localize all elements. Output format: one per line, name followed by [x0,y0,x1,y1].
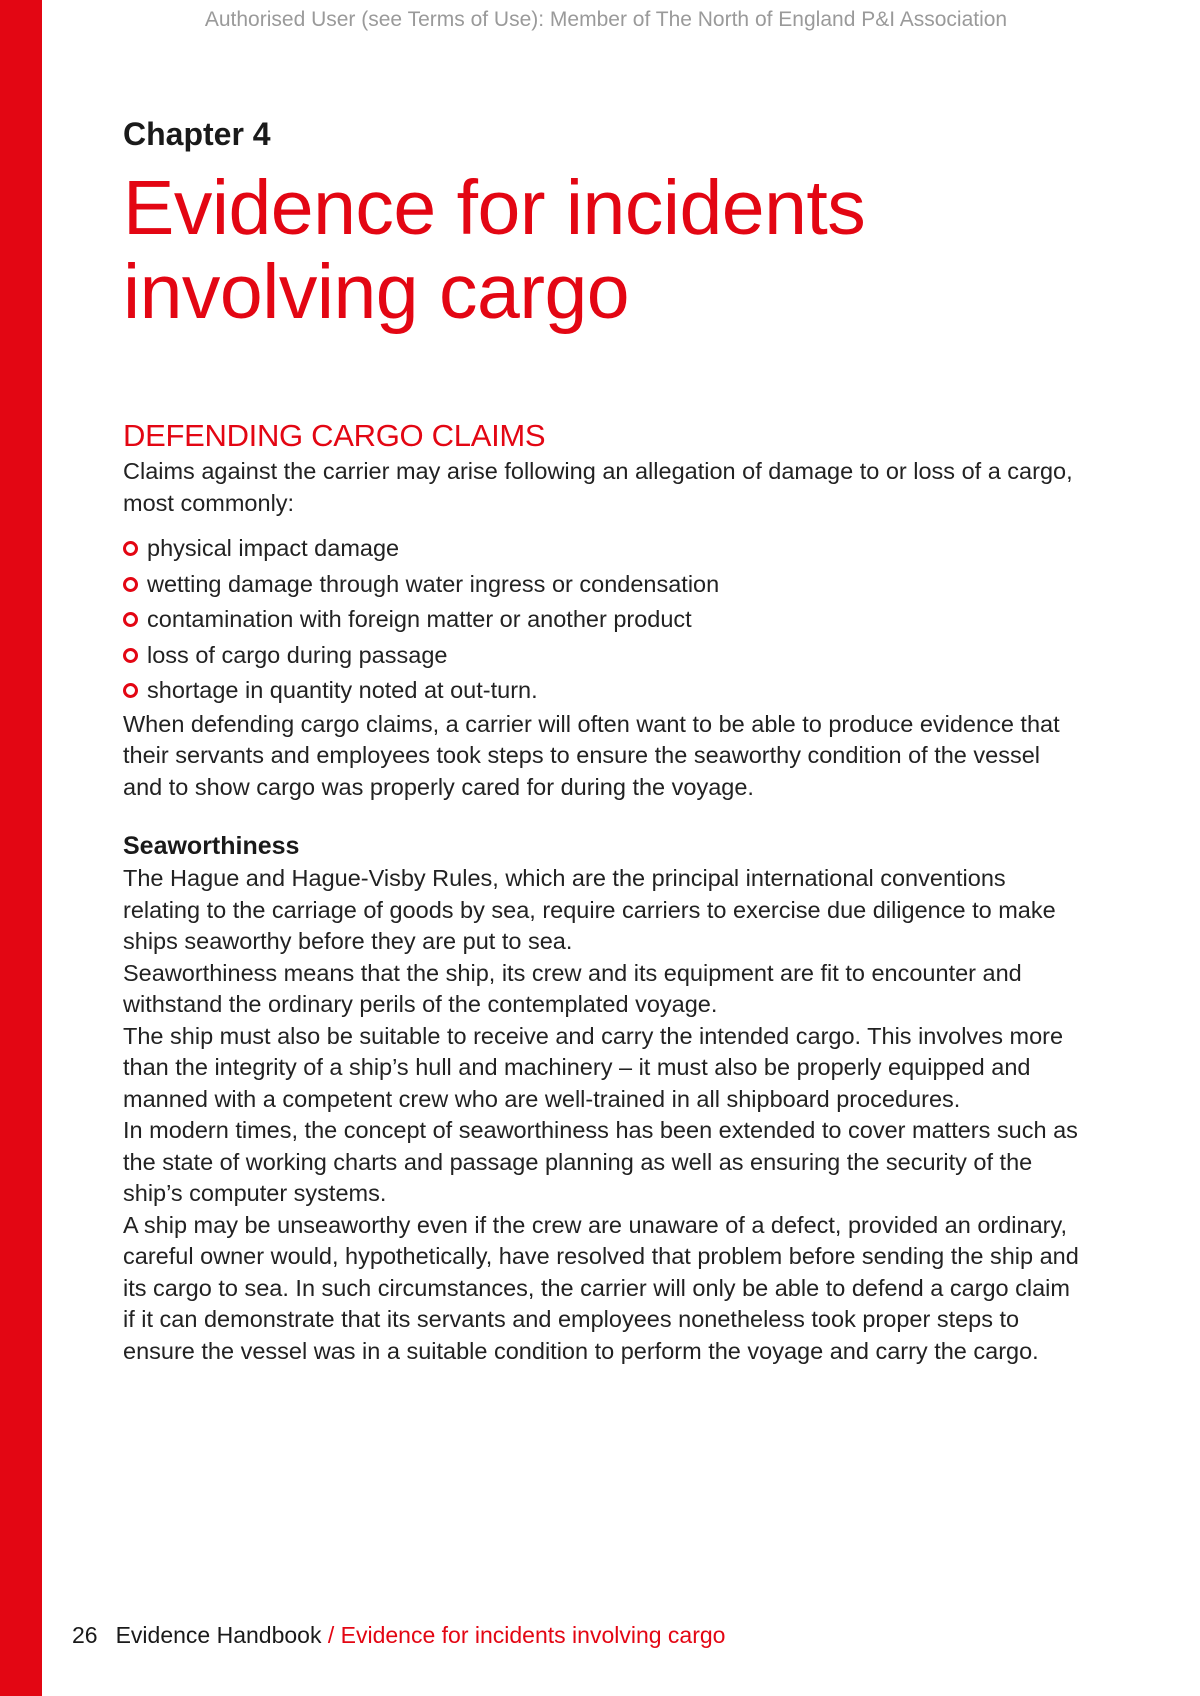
list-item-text: wetting damage through water ingress or condensation [147,570,720,597]
footer-separator: / [321,1622,341,1648]
ring-bullet-icon [123,683,138,698]
footer-book-title: Evidence Handbook [115,1622,322,1648]
page-number: 26 [72,1622,98,1648]
list-item [123,531,1083,567]
chapter-title-line-2: involving cargo [123,249,630,335]
seaworthiness-paragraph: The Hague and Hague-Visby Rules, which are the principal international conventions relating to the carriage of goods by sea, require carriers to exercise due diligence to make ships seaworthy before they are put to sea. [123,865,1056,954]
page-content [123,112,1083,1367]
seaworthiness-paragraph: The ship must also be suitable to receive and carry the intended cargo. This involves more than the integrity of a ship’s hull and machinery – it must also be properly equipped and manned with a competent crew who are well-trained in all shipboard procedures. [123,1022,1064,1112]
chapter-title [123,166,1083,334]
section-intro: Claims against the carrier may arise following an allegation of damage to or loss of a cargo, most commonly: [123,458,1073,516]
list-item [123,567,1083,603]
list-item-text: contamination with foreign matter or another product [147,606,692,632]
side-accent-bar [0,0,42,1696]
seaworthiness-paragraph: A ship may be unseaworthy even if the crew are unaware of a defect, provided an ordinary, careful owner would, hypothetically, have resolved that problem before sending the ship and its cargo to sea. In such circumstances, the carrier will only be able to defend a cargo claim if it can demonstrate that its servants and employees nonetheless took proper steps to ensure the vessel was in a suitable condition to perform the voyage and carry the cargo. [123,1211,1079,1364]
list-item [123,638,1083,674]
ring-bullet-icon [123,648,138,663]
ring-bullet-icon [123,577,138,592]
list-item-text: loss of cargo during passage [147,641,448,668]
defending-claims-paragraph: When defending cargo claims, a carrier will often want to be able to produce evidence that their servants and employees took steps to ensure the seaworthy condition of the vessel and to show cargo was properly cared for during the voyage. [123,710,1060,800]
chapter-label: Chapter 4 [123,116,271,152]
chapter-title-line-1: Evidence for incidents [123,165,866,251]
seaworthiness-heading: Seaworthiness [123,832,300,860]
page-footer [72,1622,725,1649]
list-item [123,602,1083,638]
authorised-user-watermark: Authorised User (see Terms of Use): Member of The North of England P&I Association [204,8,1008,31]
seaworthiness-paragraph: In modern times, the concept of seaworthiness has been extended to cover matters such as the state of working charts and passage planning as well as ensuring the security of the ship’s computer systems. [123,1117,1078,1206]
list-item-text: physical impact damage [147,535,400,561]
list-item [123,673,1083,709]
list-item-text: shortage in quantity noted at out-turn. [147,677,538,703]
footer-chapter-title: Evidence for incidents involving cargo [340,1622,726,1648]
ring-bullet-icon [123,612,138,627]
seaworthiness-paragraph: Seaworthiness means that the ship, its crew and its equipment are fit to encounter and withstand the ordinary perils of the contemplated voyage. [123,959,1022,1017]
ring-bullet-icon [123,541,138,556]
section-heading: DEFENDING CARGO CLAIMS [123,418,546,453]
claim-types-list [123,531,1083,709]
